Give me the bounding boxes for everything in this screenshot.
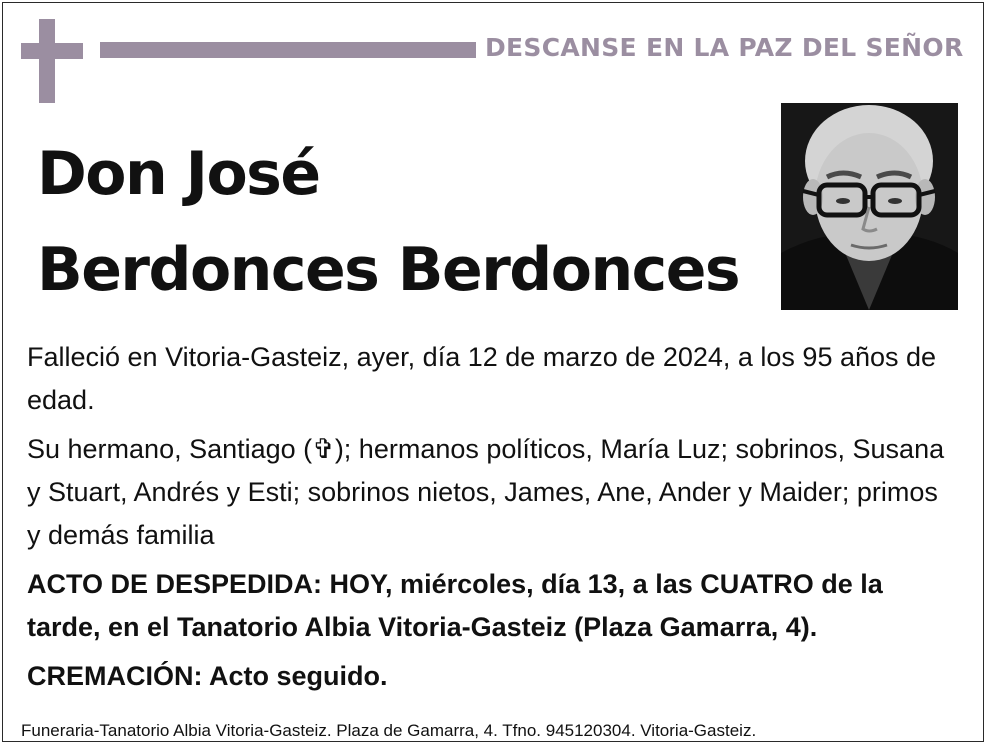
funeral-home-footer: Funeraria-Tanatorio Albia Vitoria-Gasteiz. Plaza de Gamarra, 4. Tfno. 945120304. Vitoria-Gasteiz. <box>21 721 757 740</box>
header-bar <box>100 42 476 58</box>
deceased-name-line1: Don José <box>37 139 320 209</box>
death-notice: Falleció en Vitoria-Gasteiz, ayer, día 12 de marzo de 2024, a los 95 años de edad. <box>27 342 937 415</box>
farewell-ceremony: ACTO DE DESPEDIDA: HOY, miércoles, día 13, a las CUATRO de la tarde, en el Tanatorio Albia Vitoria-Gasteiz (Plaza Gamarra, 4). <box>27 569 883 642</box>
small-cross-icon: ✞ <box>312 434 335 465</box>
deceased-name-line2: Berdonces Berdonces <box>37 235 740 305</box>
family-list <box>27 428 957 557</box>
family-list-part1: Su hermano, Santiago ( <box>27 434 313 464</box>
family-list-part2: ); hermanos políticos, María Luz; sobrinos, Susana y Stuart, Andrés y Esti; sobrinos nietos, James, Ane, Ander y Maider; primos y demás familia <box>27 434 945 550</box>
header-title: DESCANSE EN LA PAZ DEL SEÑOR <box>485 33 964 62</box>
obituary-card <box>2 2 984 742</box>
cremation-notice: CREMACIÓN: Acto seguido. <box>27 661 388 691</box>
portrait-photo <box>781 103 958 310</box>
